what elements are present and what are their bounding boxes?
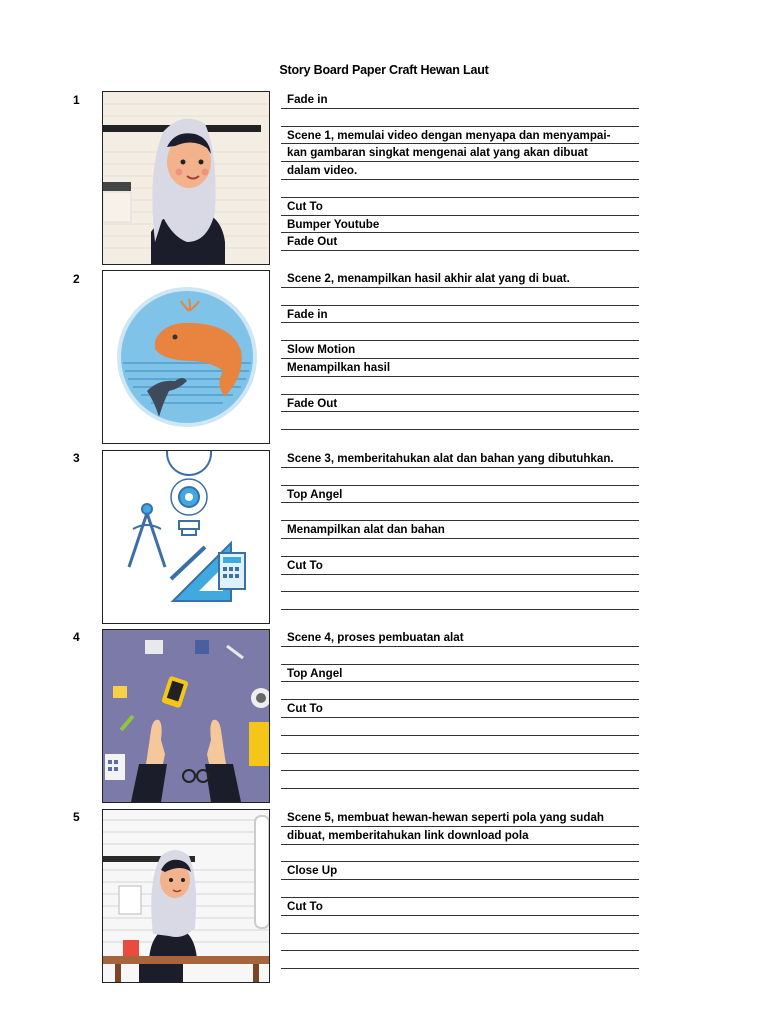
note-line [281, 934, 639, 952]
whale-icon [103, 271, 269, 443]
note-line: Scene 4, proses pembuatan alat [281, 629, 639, 647]
note-line: Scene 2, menampilkan hasil akhir alat yang di buat. [281, 270, 639, 288]
scene-3-image [102, 450, 270, 624]
note-line: Close Up [281, 862, 639, 880]
scene-3-notes [281, 450, 639, 610]
note-line [281, 647, 639, 665]
note-line: Cut To [281, 700, 639, 718]
note-line: Menampilkan hasil [281, 359, 639, 377]
scene-4-notes [281, 629, 639, 789]
note-line: Scene 1, memulai video dengan menyapa dan menyampai- [281, 127, 639, 145]
note-line: Menampilkan alat dan bahan [281, 521, 639, 539]
note-line: Scene 3, memberitahukan alat dan bahan yang dibutuhkan. [281, 450, 639, 468]
note-line [281, 412, 639, 430]
note-line [281, 880, 639, 898]
note-line: kan gambaran singkat mengenai alat yang akan dibuat [281, 144, 639, 162]
note-line [281, 736, 639, 754]
note-line [281, 916, 639, 934]
note-line [281, 288, 639, 306]
note-line [281, 468, 639, 486]
note-line: Scene 5, membuat hewan-hewan seperti pola yang sudah [281, 809, 639, 827]
scene-number: 4 [73, 630, 80, 644]
note-line: Cut To [281, 898, 639, 916]
scene-4-image [102, 629, 270, 803]
scene-2-notes [281, 270, 639, 430]
note-line: Fade Out [281, 233, 639, 251]
note-line [281, 323, 639, 341]
scene-number: 3 [73, 451, 80, 465]
note-line [281, 718, 639, 736]
note-line [281, 771, 639, 789]
scene-1-image [102, 91, 270, 265]
note-line: Cut To [281, 198, 639, 216]
note-line: Slow Motion [281, 341, 639, 359]
scene-number: 5 [73, 810, 80, 824]
note-line: dalam video. [281, 162, 639, 180]
scene-number: 1 [73, 93, 80, 107]
note-line [281, 109, 639, 127]
presenter-at-desk-icon [103, 810, 269, 982]
note-line [281, 377, 639, 395]
scene-5-image [102, 809, 270, 983]
note-line [281, 592, 639, 610]
note-line: Fade in [281, 91, 639, 109]
scene-1-notes [281, 91, 639, 251]
note-line: Bumper Youtube [281, 216, 639, 234]
scene-2-image [102, 270, 270, 444]
note-line: Top Angel [281, 665, 639, 683]
note-line [281, 951, 639, 969]
note-line [281, 180, 639, 198]
note-line [281, 503, 639, 521]
document-title: Story Board Paper Craft Hewan Laut [279, 63, 489, 77]
note-line [281, 754, 639, 772]
note-line: Cut To [281, 557, 639, 575]
note-line [281, 682, 639, 700]
scene-5-notes [281, 809, 639, 969]
note-line: Fade in [281, 306, 639, 324]
scene-number: 2 [73, 272, 80, 286]
note-line: dibuat, memberitahukan link download pola [281, 827, 639, 845]
note-line [281, 575, 639, 593]
note-line: Fade Out [281, 395, 639, 413]
note-line: Top Angel [281, 486, 639, 504]
note-line [281, 539, 639, 557]
note-line [281, 845, 639, 863]
tools-icon [103, 451, 269, 623]
desk-workspace-icon [103, 630, 269, 802]
hijab-presenter-icon [103, 92, 269, 264]
